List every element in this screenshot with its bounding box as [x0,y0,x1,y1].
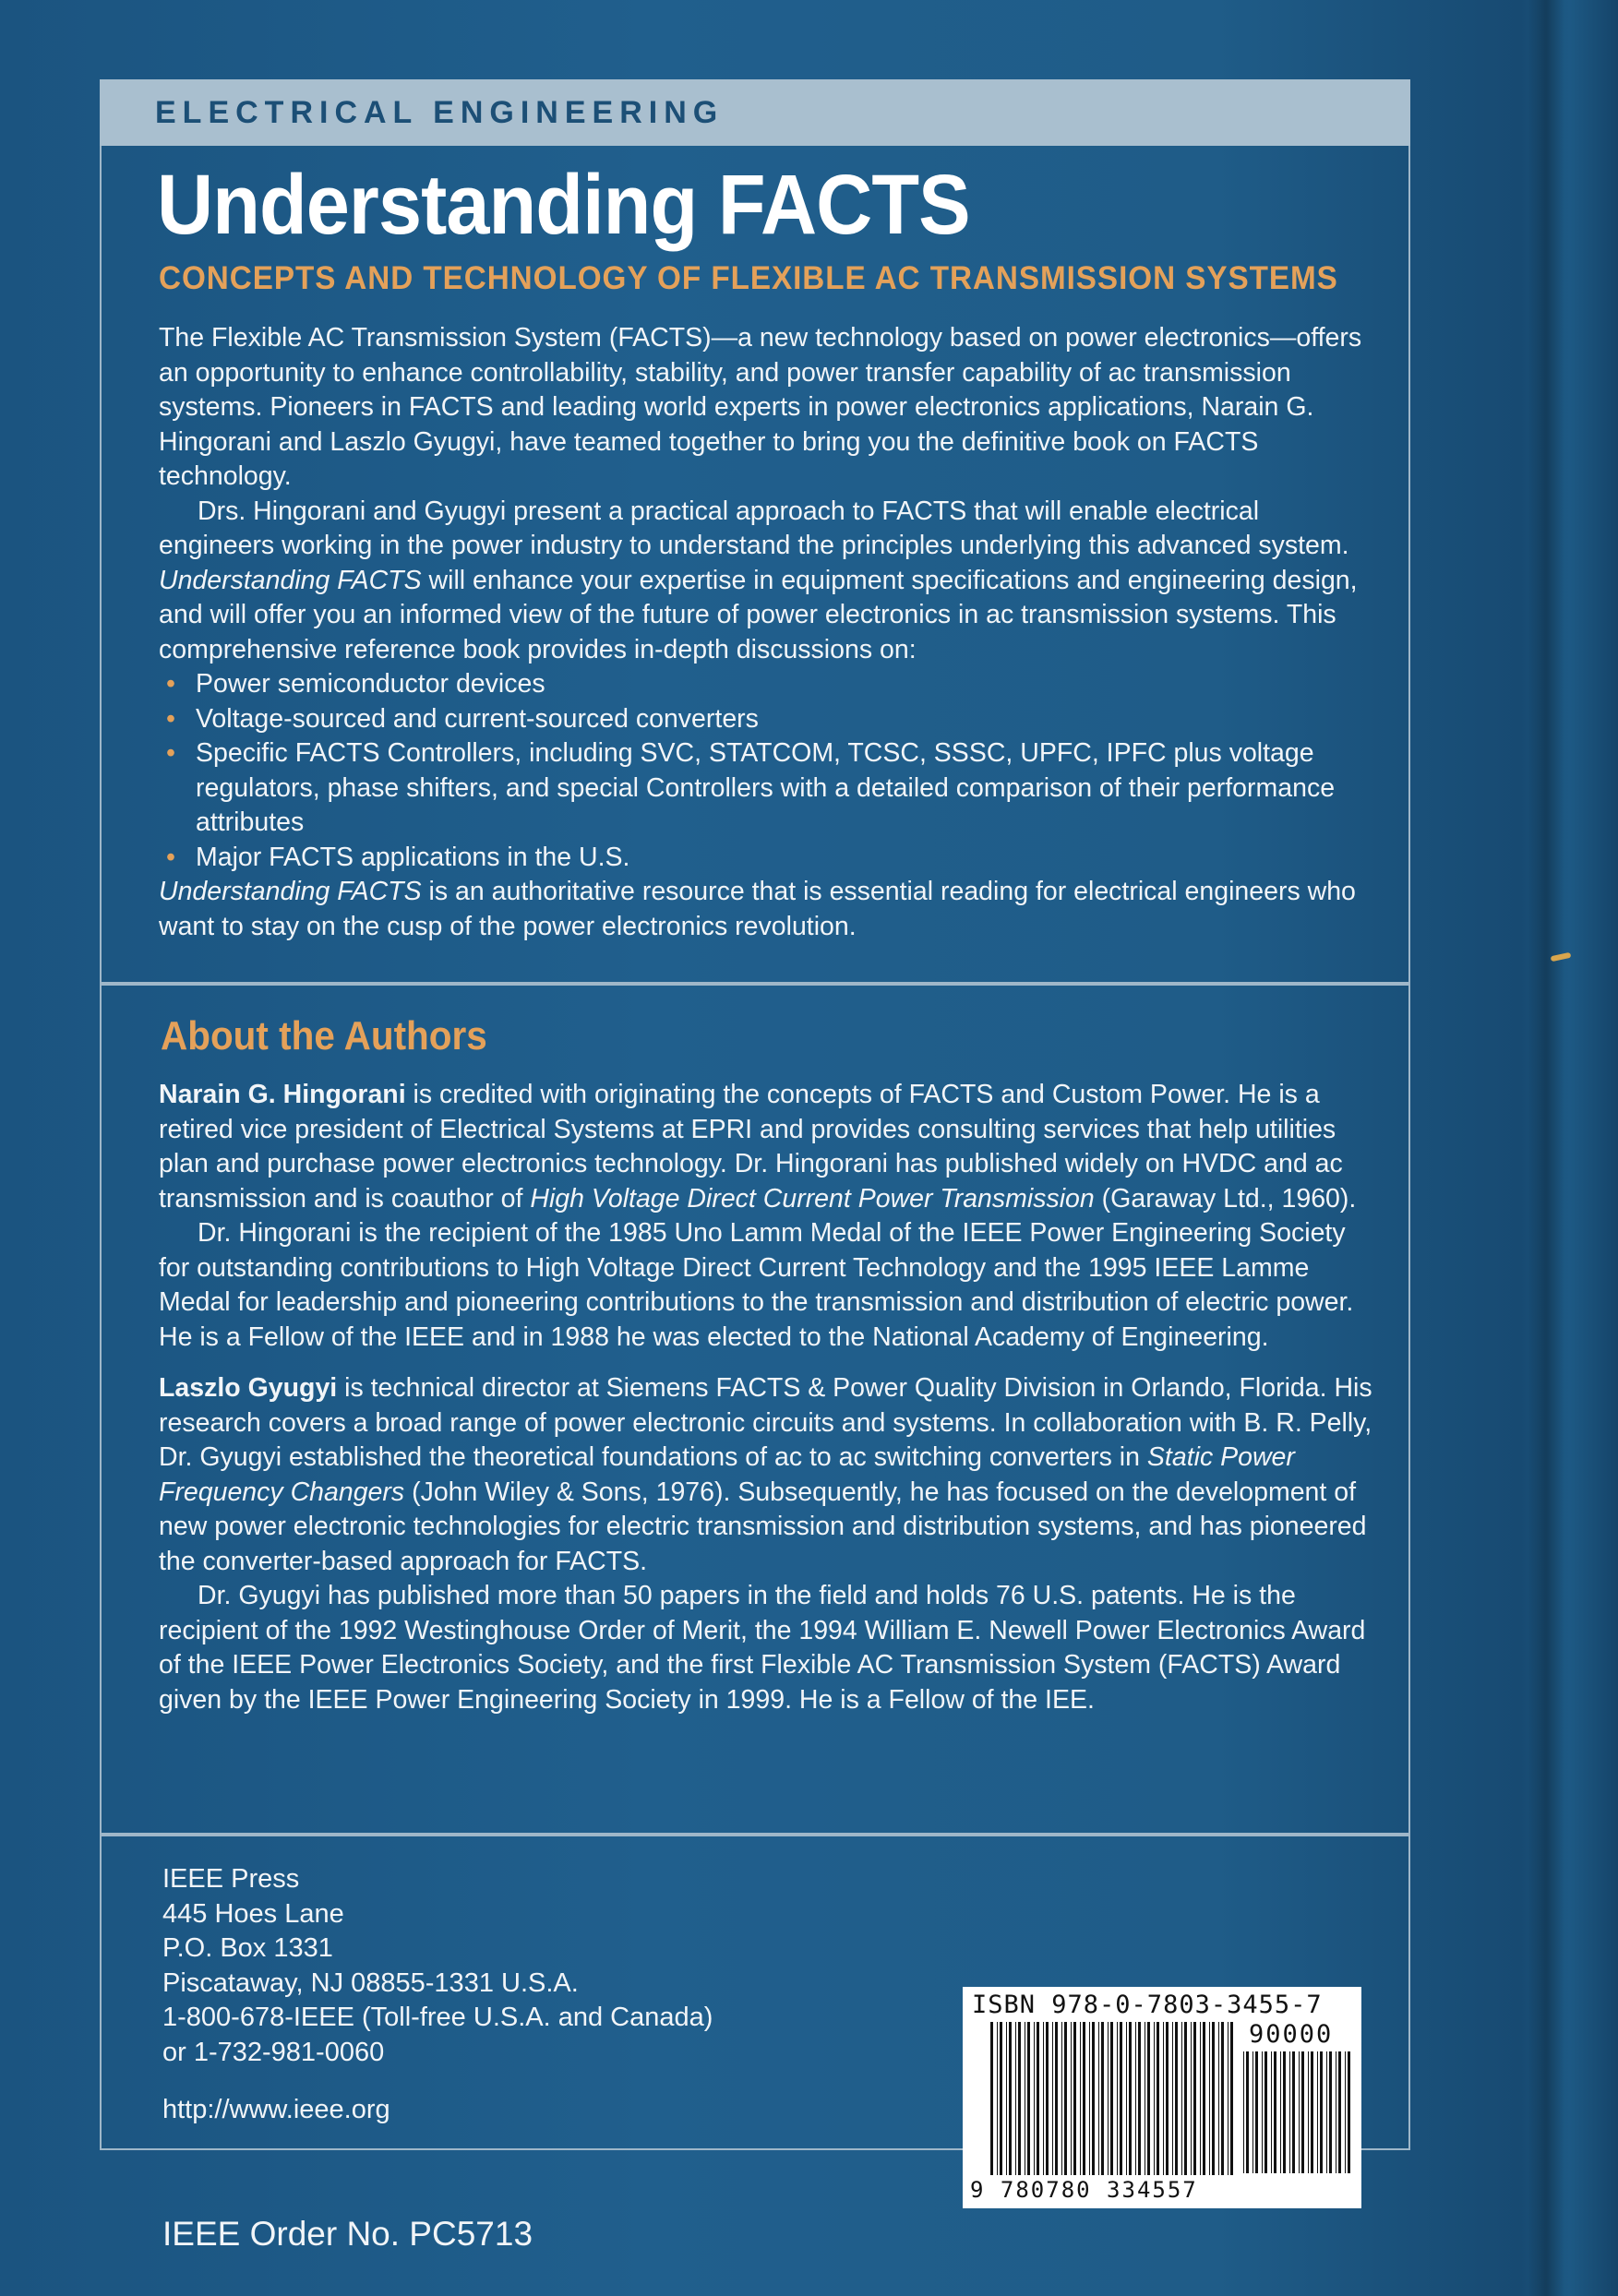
barcode-stripe [1101,2022,1104,2175]
topics-list [159,667,1377,875]
topic-item: • Specific FACTS Controllers, including SVC, STATCOM, TCSC, SSSC, UPFC, IPFC plus voltage regulators, phase shifters, and special Controllers with a detailed comparison of their performance attributes [196,736,1377,841]
barcode-stripe [1255,2051,1258,2173]
barcode-stripe [1034,2022,1035,2175]
barcode-stripe [1317,2051,1318,2173]
barcode-stripe [1264,2051,1267,2173]
publisher-address [162,1862,713,2070]
author-name-hingorani: Narain G. Hingorani [159,1080,406,1109]
barcode-stripe [990,2022,993,2175]
gyugyi-bio-text-a: is technical director at Siemens FACTS & Power Quality Division in Orlando, Florida. His research covers a broad range of power electronic circuits and systems. In collaboration with B. R. Pelly, Dr. Gyugyi established the theoretical foundations of ac to ac switching converters in [159,1373,1372,1472]
barcode-stripe [1280,2051,1281,2173]
author-bios [159,1078,1377,1717]
barcode-stripe [1209,2022,1210,2175]
gyugyi-bio-1 [159,1371,1377,1579]
barcode-stripe [1117,2022,1118,2175]
gyugyi-book-title: Static Power Frequency Changers [159,1442,1295,1507]
barcode-stripe [1246,2051,1249,2173]
spine-edge [1528,0,1564,2296]
barcode-stripe [1311,2051,1313,2173]
barcode-stripe [1120,2022,1122,2175]
barcode-stripe [1015,2022,1016,2175]
barcode-stripe [1027,2022,1030,2175]
publisher-line: Piscataway, NJ 08855-1331 U.S.A. [162,1967,579,1998]
price-code: 90000 [1249,2020,1334,2049]
barcode-stripe [1073,2022,1076,2175]
category-banner: ELECTRICAL ENGINEERING [100,79,1410,146]
barcode-stripe [1046,2022,1049,2175]
book-description [159,321,1377,944]
isbn-barcode [963,1987,1361,2208]
description-p2-text-b: will enhance your expertise in equipment specifications and engineering design, and will offer you an informed view of the future of power electronics in ac transmission systems. This comprehensive reference book provides in-depth discussions on: [159,565,1358,664]
description-closing [159,875,1377,944]
topic-item: • Major FACTS applications in the U.S. [196,841,1377,876]
barcode-stripe [1138,2022,1141,2175]
barcode-stripe [1252,2051,1253,2173]
barcode-stripe [1271,2051,1272,2173]
barcode-stripe [1089,2022,1090,2175]
barcode-stripe [1083,2022,1085,2175]
barcode-stripe [1018,2022,1021,2175]
topic-item: • Power semiconductor devices [196,667,1377,702]
barcode-stripe [1193,2022,1196,2175]
book-title: Understanding FACTS [157,158,970,252]
barcode-stripe [1163,2022,1164,2175]
barcode-stripe [1308,2051,1309,2173]
publisher-line: or 1-732-981-0060 [162,2037,385,2067]
barcode-stripe [1212,2022,1215,2175]
publisher-line: 445 Hoes Lane [162,1898,344,1929]
barcode-stripe [1301,2051,1304,2173]
publisher-url: http://www.ieee.org [162,2095,390,2124]
barcode-bars-main [989,2022,1238,2175]
description-p2-text-a: Drs. Hingorani and Gyugyi present a practical approach to FACTS that will enable electrical engineers working in the power industry to understand the principles underlying this advanced system. [159,496,1349,560]
barcode-stripe [1006,2022,1007,2175]
barcode-stripe [1218,2022,1219,2175]
hingorani-bio-1 [159,1078,1377,1216]
barcode-stripe [1345,2051,1346,2173]
order-number: IEEE Order No. PC5713 [162,2215,533,2253]
barcode-stripe [1080,2022,1081,2175]
author-name-gyugyi: Laszlo Gyugyi [159,1373,338,1403]
barcode-stripe [1092,2022,1095,2175]
book-title-inline: Understanding FACTS [159,565,422,595]
barcode-stripe [1071,2022,1072,2175]
gyugyi-bio-text-b: (John Wiley & Sons, 1976). Subsequently, he has focused on the development of new power electronic technologies for electric transmission and distribution systems, and has pioneered the converter-based approach for FACTS. [159,1477,1367,1576]
hingorani-bio-text-a: is credited with originating the concepts of FACTS and Custom Power. He is a retired vice president of Electrical Systems at EPRI and provides consulting services that help utilities plan and purchase power electronics technology. Dr. Hingorani has published widely on HVDC and ac transmission and is coauthor of [159,1080,1343,1214]
publisher-line: IEEE Press [162,1864,300,1894]
book-title-inline: Understanding FACTS [159,877,422,906]
barcode-stripe [1172,2022,1173,2175]
publisher-line: P.O. Box 1331 [162,1933,333,1963]
barcode-stripe [1320,2051,1323,2173]
barcode-stripe [1147,2022,1150,2175]
hingorani-bio-text-b: (Garaway Ltd., 1960). [1094,1183,1357,1214]
barcode-stripe [1181,2022,1182,2175]
barcode-stripe [1043,2022,1044,2175]
barcode-stripe [1129,2022,1132,2175]
isbn-label: ISBN 978-0-7803-3455-7 [972,1991,1323,2019]
barcode-stripe [1274,2051,1276,2173]
barcode-stripe [1191,2022,1192,2175]
barcode-stripe [1126,2022,1127,2175]
barcode-stripe [1037,2022,1039,2175]
barcode-stripe [1000,2022,1002,2175]
barcode-stripe [1230,2022,1233,2175]
barcode-stripe [1157,2022,1159,2175]
barcode-stripe [1262,2051,1263,2173]
barcode-stripe [1055,2022,1058,2175]
barcode-stripe [1348,2051,1350,2173]
hingorani-bio-2: Dr. Hingorani is the recipient of the 1985 Uno Lamm Medal of the IEEE Power Engineering Society for outstanding contributions to High Voltage Direct Current Technology and the 1995 IEEE Lamme Medal for leadership and pioneering contributions to the transmission and distribution of electric power. He is a Fellow of the IEEE and in 1988 he was elected to the National Academy of Engineering. [159,1218,1354,1352]
barcode-stripe [1064,2022,1067,2175]
barcode-stripe [1110,2022,1113,2175]
barcode-stripe [1052,2022,1053,2175]
topic-item: • Voltage-sourced and current-sourced converters [196,702,1377,737]
barcode-stripe [1061,2022,1062,2175]
barcode-bars-addon [1241,2051,1352,2173]
barcode-stripe [1326,2051,1327,2173]
barcode-stripe [1283,2051,1286,2173]
barcode-stripe [1203,2022,1205,2175]
barcode-stripe [1243,2051,1244,2173]
barcode-stripe [1108,2022,1109,2175]
barcode-stripe [1098,2022,1099,2175]
book-subtitle: CONCEPTS AND TECHNOLOGY OF FLEXIBLE AC TRANSMISSION SYSTEMS [159,260,1338,296]
barcode-stripe [1135,2022,1136,2175]
gyugyi-bio-2: Dr. Gyugyi has published more than 50 papers in the field and holds 76 U.S. patents. He is the recipient of the 1992 Westinghouse Order of Merit, the 1994 William E. Newell Power Electronics Award of the IEEE Power Electronics Society, and the first Flexible AC Transmission System (FACTS) Award given by the IEEE Power Engineering Society in 1999. He is a Fellow of the IEE. [159,1581,1366,1715]
barcode-stripe [1175,2022,1178,2175]
barcode-stripe [1200,2022,1201,2175]
barcode-stripe [1338,2051,1341,2173]
description-paragraph-1: The Flexible AC Transmission System (FACTS)—a new technology based on power electronics—offers an opportunity to enhance controllability, stability, and power transfer capability of ac transmission systems. Pioneers in FACTS and leading world experts in power electronics applications, Narain G. Hingorani and Laszlo Gyugyi, have teamed together to bring you the definitive book on FACTS technology. [159,323,1362,491]
publisher-line: 1-800-678-IEEE (Toll-free U.S.A. and Canada) [162,2003,713,2032]
barcode-digits: 9 780780 334557 [970,2177,1198,2203]
barcode-stripe [1154,2022,1155,2175]
description-closing-text: is an authoritative resource that is essential reading for electrical engineers who want to stay on the cusp of the power electronics revolution. [159,877,1356,941]
barcode-stripe [1329,2051,1332,2173]
about-authors-heading: About the Authors [161,1013,487,1058]
barcode-stripe [1221,2022,1224,2175]
barcode-stripe [997,2022,998,2175]
description-paragraph-2 [159,495,1377,668]
barcode-stripe [1292,2051,1295,2173]
barcode-stripe [1299,2051,1300,2173]
barcode-stripe [1184,2022,1187,2175]
hingorani-book-title: High Voltage Direct Current Power Transmission [530,1183,1095,1214]
barcode-stripe [1166,2022,1169,2175]
barcode-stripe [1289,2051,1290,2173]
barcode-stripe [1009,2022,1012,2175]
